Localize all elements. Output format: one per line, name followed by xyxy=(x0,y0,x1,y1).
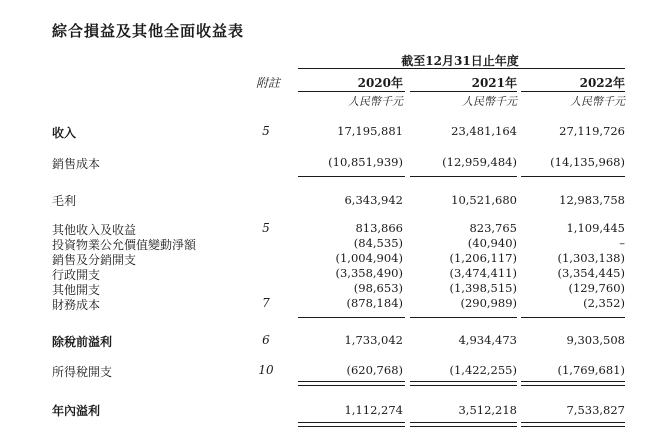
subtotal-line-2021 xyxy=(410,176,517,177)
cell-admin-expenses-2020: (3,358,490) xyxy=(335,266,403,280)
cell-revenue-2020: 17,195,881 xyxy=(337,124,403,138)
unit-header-2022: 人民幣千元 xyxy=(570,95,625,108)
cell-other-expenses-2020: (98,653) xyxy=(353,281,403,295)
row-label-selling-expenses: 銷售及分銷開支 xyxy=(52,253,137,267)
year-header-2020: 2020年 xyxy=(357,76,403,90)
unit-header-2021: 人民幣千元 xyxy=(462,95,517,108)
year-header-2022: 2022年 xyxy=(579,76,625,90)
cell-income-tax-2020: (620,768) xyxy=(346,363,403,377)
cell-finance-costs-2022: (2,352) xyxy=(583,296,625,310)
year-header-2021: 2021年 xyxy=(471,76,517,90)
row-label-other-income: 其他收入及收益 xyxy=(52,223,137,237)
cell-investment-property-2020: (84,535) xyxy=(353,236,403,250)
cell-admin-expenses-2021: (3,474,411) xyxy=(449,266,517,280)
double-rule-bottom-2021 xyxy=(410,385,517,386)
double-rule-bottom-2022 xyxy=(521,385,625,386)
row-label-profit-before-tax: 除稅前溢利 xyxy=(52,335,113,349)
row-label-cost-of-sales: 銷售成本 xyxy=(52,157,101,171)
cell-selling-expenses-2021: (1,206,117) xyxy=(449,251,517,265)
cell-investment-property-2022: – xyxy=(619,236,625,250)
row-label-revenue: 收入 xyxy=(52,126,77,140)
cell-selling-expenses-2022: (1,303,138) xyxy=(557,251,625,265)
cell-other-income-2020: 813,866 xyxy=(355,221,403,235)
cell-finance-costs-2021: (290,989) xyxy=(460,296,517,310)
total-rule-top-2022 xyxy=(521,422,625,423)
cell-income-tax-2021: (1,422,255) xyxy=(449,363,517,377)
row-label-other-expenses: 其他開支 xyxy=(52,283,101,297)
total-rule-top-2020 xyxy=(298,422,405,423)
subtotal-line-2022 xyxy=(521,317,625,318)
unit-header-2020: 人民幣千元 xyxy=(348,95,403,108)
subtotal-line-2022 xyxy=(521,176,625,177)
year-underline-2022 xyxy=(521,91,625,92)
year-underline-2021 xyxy=(410,91,517,92)
double-rule-top-2022 xyxy=(521,381,625,382)
cell-profit-before-tax-2020: 1,733,042 xyxy=(344,333,403,347)
cell-profit-for-year-2022: 7,533,827 xyxy=(566,403,625,417)
year-underline-2020 xyxy=(298,91,405,92)
cell-profit-before-tax-2022: 9,303,508 xyxy=(566,333,625,347)
cell-other-income-2021: 823,765 xyxy=(469,221,517,235)
double-rule-top-2021 xyxy=(410,381,517,382)
subtotal-line-2020 xyxy=(298,176,405,177)
cell-profit-before-tax-2021: 4,934,473 xyxy=(458,333,517,347)
cell-revenue-2022: 27,119,726 xyxy=(559,124,625,138)
cell-investment-property-2021: (40,940) xyxy=(467,236,517,250)
cell-admin-expenses-2022: (3,354,445) xyxy=(557,266,625,280)
note-header: 附註 xyxy=(255,76,280,90)
row-note-other-income: 5 xyxy=(262,221,270,235)
cell-selling-expenses-2020: (1,004,904) xyxy=(335,251,403,265)
cell-profit-for-year-2021: 3,512,218 xyxy=(458,403,517,417)
total-rule-top-2021 xyxy=(410,422,517,423)
cell-cost-of-sales-2022: (14,135,968) xyxy=(550,155,625,169)
row-label-income-tax: 所得稅開支 xyxy=(52,365,113,379)
total-rule-bottom-2022 xyxy=(521,426,625,427)
row-label-profit-for-year: 年內溢利 xyxy=(52,404,101,418)
cell-profit-for-year-2020: 1,112,274 xyxy=(344,403,403,417)
total-rule-bottom-2020 xyxy=(298,426,405,427)
cell-cost-of-sales-2020: (10,851,939) xyxy=(328,155,403,169)
row-note-revenue: 5 xyxy=(262,124,270,138)
cell-other-expenses-2022: (129,760) xyxy=(568,281,625,295)
cell-gross-profit-2020: 6,343,942 xyxy=(344,193,403,207)
row-label-investment-property: 投資物業公允價值變動淨額 xyxy=(52,238,197,252)
row-note-profit-before-tax: 6 xyxy=(262,333,270,347)
row-label-finance-costs: 財務成本 xyxy=(52,298,101,312)
row-note-income-tax: 10 xyxy=(258,363,274,377)
cell-revenue-2021: 23,481,164 xyxy=(451,124,517,138)
statement-title: 綜合損益及其他全面收益表 xyxy=(52,22,245,40)
cell-finance-costs-2020: (878,184) xyxy=(346,296,403,310)
subtotal-line-2020 xyxy=(298,317,405,318)
cell-other-income-2022: 1,109,445 xyxy=(566,221,625,235)
cell-other-expenses-2021: (1,398,515) xyxy=(449,281,517,295)
cell-income-tax-2022: (1,769,681) xyxy=(557,363,625,377)
cell-gross-profit-2022: 12,983,758 xyxy=(559,193,625,207)
double-rule-top-2020 xyxy=(298,381,405,382)
cell-cost-of-sales-2021: (12,959,484) xyxy=(442,155,517,169)
row-note-finance-costs: 7 xyxy=(262,296,270,310)
row-label-admin-expenses: 行政開支 xyxy=(52,268,101,282)
cell-gross-profit-2021: 10,521,680 xyxy=(451,193,517,207)
row-label-gross-profit: 毛利 xyxy=(52,194,77,208)
period-header: 截至12月31日止年度 xyxy=(401,54,519,68)
subtotal-line-2021 xyxy=(410,317,517,318)
total-rule-bottom-2021 xyxy=(410,426,517,427)
period-underline xyxy=(298,68,625,69)
double-rule-bottom-2020 xyxy=(298,385,405,386)
